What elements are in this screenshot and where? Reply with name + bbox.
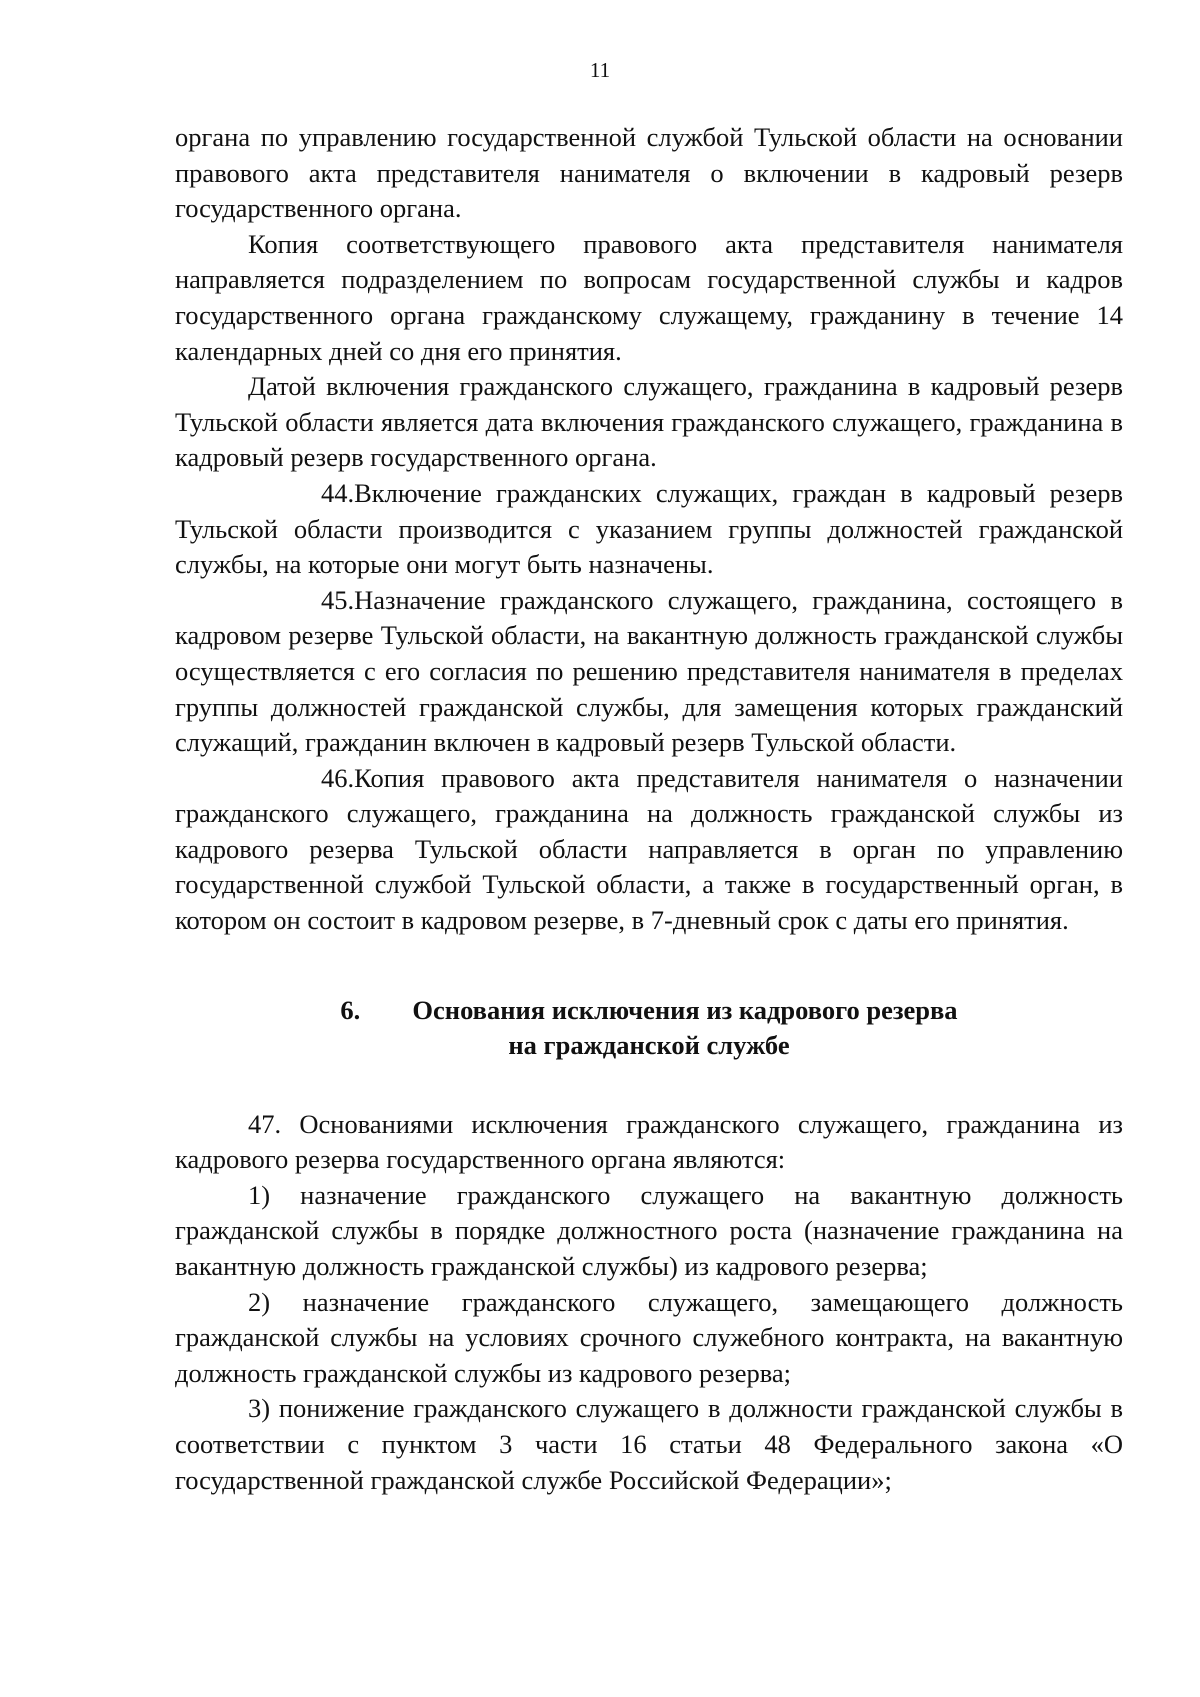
page-number: 11: [589, 58, 611, 82]
numbered-item-46: [175, 761, 1123, 939]
paragraph-item-47: 47. Основаниями исключения гражданского служащего, гражданина из кадрового резерва государственного органа являются:: [175, 1108, 1123, 1175]
item-text: Включение гражданских служащих, граждан в кадровый резерв Тульской области производится с указанием группы должностей гражданской службы, на которые они могут быть назначены.: [175, 477, 1123, 580]
section-title-line2: на гражданской службе: [508, 1029, 790, 1060]
list-item-2: 2) назначение гражданского служащего, замещающего должность гражданской службы на условиях срочного служебного контракта, на вакантную должность гражданской службы из кадрового резерва;: [175, 1286, 1123, 1388]
numbered-item-44: [175, 476, 1123, 583]
document-body: [175, 120, 1123, 1498]
paragraph-inclusion-date: Датой включения гражданского служащего, гражданина в кадровый резерв Тульской области является дата включения гражданского служащего, гражданина в кадровый резерв государственного органа.: [175, 371, 1123, 473]
list-item-1: 1) назначение гражданского служащего на вакантную должность гражданской службы в порядке должностного роста (назначение гражданина на вакантную должность гражданской службы) из кадрового резерва;: [175, 1179, 1123, 1282]
paragraph-continuation: органа по управлению государственной службой Тульской области на основании правового акта представителя нанимателя о включении в кадровый резерв государственного органа.: [175, 122, 1123, 224]
section-title-line1: Основания исключения из кадрового резерва: [412, 994, 958, 1025]
item-text: Назначение гражданского служащего, гражданина, состоящего в кадровом резерве Тульской области, на вакантную должность гражданской службы осуществляется с его согласия по решению представителя нанимателя в пределах группы должностей гражданской службы, для замещения которых гражданский служащий, гражданин включен в кадровый резерв Тульской области.: [175, 584, 1123, 758]
item-number: 46.: [321, 762, 355, 793]
paragraph-copy-act: Копия соответствующего правового акта представителя нанимателя направляется подразделением по вопросам государственной службы и кадров государственного органа гражданскому служащему, гражданину в течение 14 календарных дней со дня его принятия.: [175, 228, 1123, 366]
section-number: 6.: [340, 994, 361, 1025]
section-heading: [175, 993, 1123, 1063]
list-item-3: 3) понижение гражданского служащего в должности гражданской службы в соответствии с пунктом 3 части 16 статьи 48 Федерального закона «О государственной гражданской службе Российской Федерации»;: [175, 1393, 1123, 1495]
item-text: Копия правового акта представителя нанимателя о назначении гражданского служащего, гражданина на должность гражданской службы из кадрового резерва Тульской области направляется в орган по управлению государственной службой Тульской области, а также в государственный орган, в котором он состоит в кадровом резерве, в 7-дневный срок с даты его принятия.: [175, 762, 1123, 936]
item-number: 44.: [321, 477, 355, 508]
numbered-item-45: [175, 583, 1123, 761]
item-number: 45.: [321, 584, 355, 615]
